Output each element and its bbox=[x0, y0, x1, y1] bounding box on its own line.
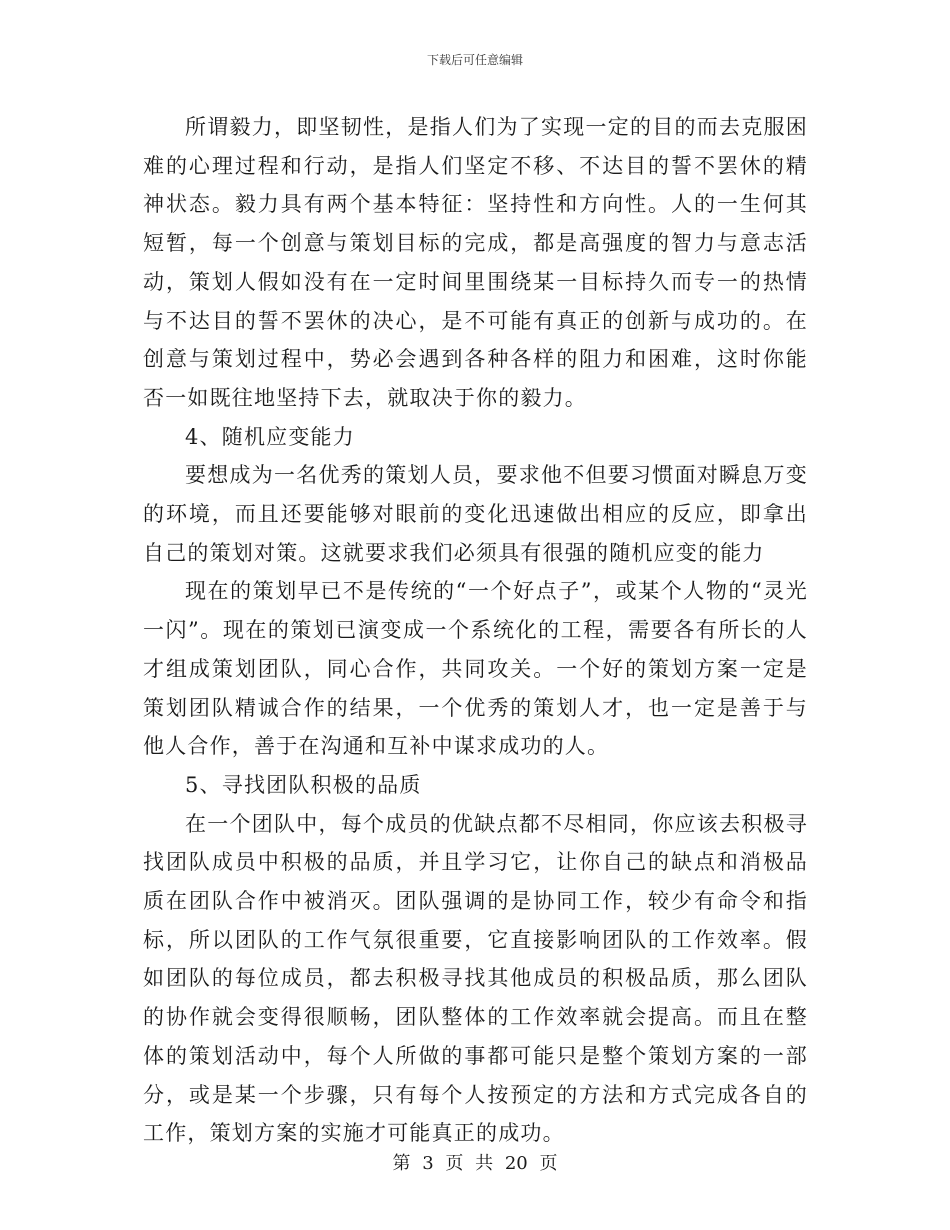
paragraph-adaptability: 要想成为一名优秀的策划人员，要求他不但要习惯面对瞬息万变的环境，而且还要能够对眼前的变化迅速做出相应的反应，即拿出自己的策划对策。这就要求我们必须具有很强的随机应变的能力 bbox=[143, 463, 808, 565]
section-heading-adaptability: 4、随机应变能力 bbox=[185, 424, 355, 449]
paragraph-teamwork: 现在的策划早已不是传统的“一个好点子”，或某个人物的“灵光一闪”。现在的策划已演变成一个系统化的工程，需要各有所长的人才组成策划团队，同心合作，共同攻关。一个好的策划方案一定是策划团队精诚合作的结果，一个优秀的策划人才，也一定是善于与他人合作，善于在沟通和互补中谋求成功的人。 bbox=[143, 579, 808, 759]
page-number-footer: 第 3 页 共 20 页 bbox=[392, 1153, 558, 1174]
section-heading-team-qualities: 5、寻找团队积极的品质 bbox=[185, 772, 422, 797]
paragraph-team-qualities: 在一个团队中，每个成员的优缺点都不尽相同，你应该去积极寻找团队成员中积极的品质，并且学习它，让你自己的缺点和消极品质在团队合作中被消灭。团队强调的是协同工作，较少有命令和指标，所以团队的工作气氛很重要，它直接影响团队的工作效率。假如团队的每位成员，都去积极寻找其他成员的积极品质，那么团队的协作就会变得很顺畅，团队整体的工作效率就会提高。而且在整体的策划活动中，每个人所做的事都可能只是整个策划方案的一部分，或是某一个步骤，只有每个人按预定的方法和方式完成各自的工作，策划方案的实施才可能真正的成功。 bbox=[143, 811, 808, 1146]
document-body bbox=[143, 108, 808, 1153]
paragraph-perseverance: 所谓毅力，即坚韧性，是指人们为了实现一定的目的而去克服困难的心理过程和行动，是指人们坚定不移、不达目的誓不罢休的精神状态。毅力具有两个基本特征：坚持性和方向性。人的一生何其短暂，每一个创意与策划目标的完成，都是高强度的智力与意志活动，策划人假如没有在一定时间里围绕某一目标持久而专一的热情与不达目的誓不罢休的决心，是不可能有真正的创新与成功的。在创意与策划过程中，势必会遇到各种各样的阻力和困难，这时你能否一如既往地坚持下去，就取决于你的毅力。 bbox=[143, 115, 808, 410]
page-header: 下载后可任意编辑 bbox=[426, 53, 523, 67]
